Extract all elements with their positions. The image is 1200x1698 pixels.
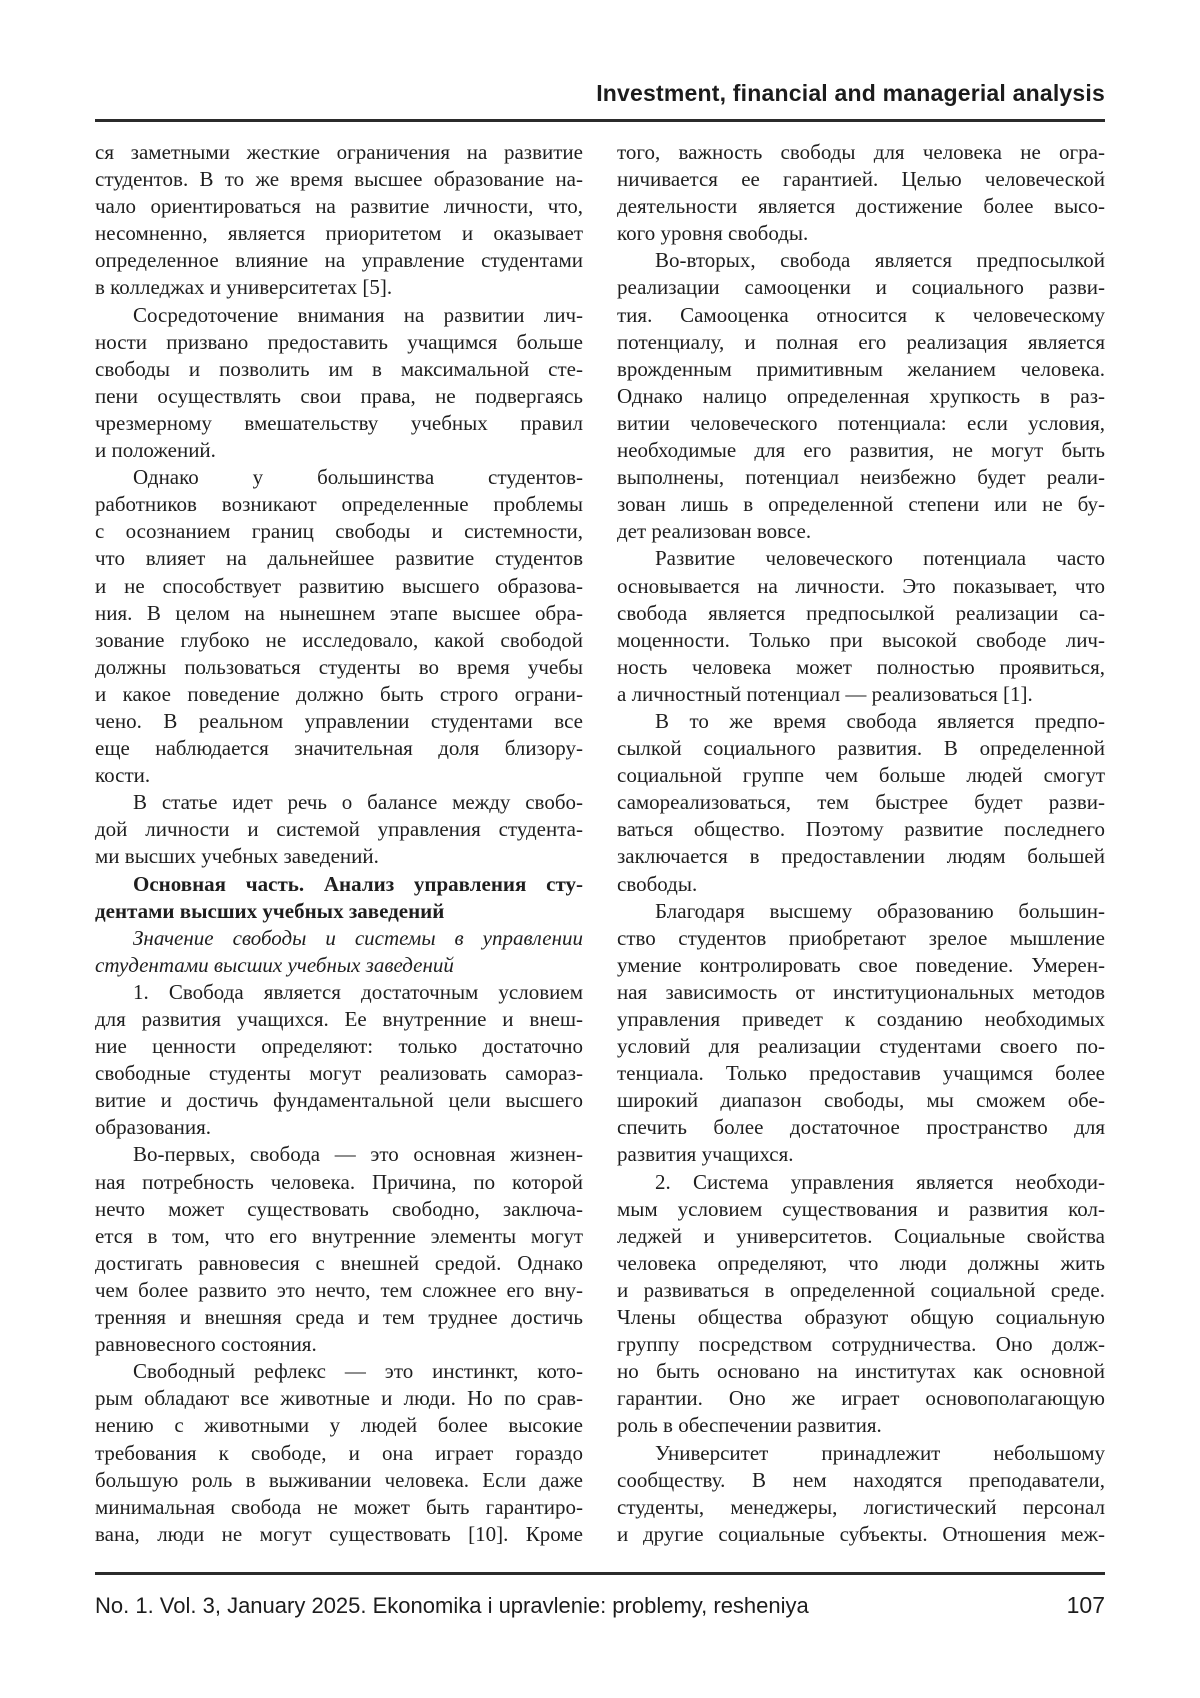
header-rule <box>95 119 1105 122</box>
text-line: 2. Система управления является необходи- <box>655 1169 1105 1194</box>
text-line: сылкой социального развития. В определенной <box>617 736 1105 761</box>
footer <box>95 1592 1105 1619</box>
text-line: Члены общества образуют общую социальную <box>617 1305 1105 1330</box>
text-line: тренняя и внешняя среда и тем труднее достичь <box>95 1305 583 1330</box>
footer-issue-line: No. 1. Vol. 3, January 2025. Ekonomika i upravlenie: problemy, resheniya <box>95 1593 809 1618</box>
text-line: необходимые для его развития, не могут быть <box>617 438 1105 463</box>
text-line: с осознанием границ свободы и системности, <box>95 519 583 544</box>
text-line: для развития учащихся. Ее внутренние и внеш- <box>95 1007 583 1031</box>
text-line: ся заметными жесткие ограничения на развитие <box>95 140 583 164</box>
text-line: в колледжах и университетах [5]. <box>95 275 393 300</box>
text-line: Сосредоточение внимания на развитии лич- <box>133 302 583 327</box>
text-line: что влияет на дальнейшее развитие студентов <box>95 546 583 571</box>
text-line: ничивается ее гарантией. Целью человеческой <box>617 167 1105 192</box>
text-line: рым обладают все животные и люди. Но по срав- <box>95 1386 583 1411</box>
text-line: деятельности является достижение более высо- <box>617 194 1105 219</box>
text-line: роль в обеспечении развития. <box>617 1413 882 1438</box>
text-line: работников возникают определенные проблемы <box>95 492 583 517</box>
text-line: свободы и позволить им в максимальной сте- <box>95 356 583 381</box>
text-line: минимальная свобода не может быть гарантиро- <box>95 1494 583 1519</box>
text-line: ние ценности определяют: только достаточно <box>95 1034 583 1059</box>
text-line: Однако налицо определенная хрупкость в раз- <box>617 383 1105 408</box>
text-line: дентами высших учебных заведений <box>95 898 445 923</box>
text-line: должны пользоваться студенты во время учебы <box>95 654 583 679</box>
text-line: ство студентов приобретают зрелое мышление <box>617 925 1105 950</box>
text-line: потенциалу, и полная его реализация является <box>617 329 1105 354</box>
text-line: Свободный рефлекс — это инстинкт, кото- <box>133 1359 583 1384</box>
text-line: Благодаря высшему образованию большин- <box>655 898 1105 923</box>
text-line: врожденным примитивным желанием человека. <box>617 356 1105 381</box>
text-line: и не способствует развитию высшего образова- <box>95 573 583 598</box>
text-line: Во-первых, свобода — это основная жизнен- <box>133 1142 583 1167</box>
text-line: основывается на личности. Это показывает, что <box>617 573 1105 598</box>
text-line: Во-вторых, свобода является предпосылкой <box>655 248 1105 273</box>
text-line: тенциала. Только предоставив учащимся более <box>617 1061 1105 1086</box>
text-line: образования. <box>95 1115 212 1140</box>
page-number: 107 <box>1066 1592 1105 1618</box>
text-line: социальной группе чем больше людей смогут <box>617 763 1105 788</box>
text-line: гарантии. Оно же играет основополагающую <box>617 1386 1105 1411</box>
text-line: витии человеческого потенциала: если условия, <box>617 410 1105 435</box>
text-line: а личностный потенциал — реализоваться [1]. <box>617 681 1033 706</box>
running-head: Investment, financial and managerial analysis <box>596 80 1105 106</box>
text-line: выполнены, потенциал неизбежно будет реали- <box>617 465 1105 490</box>
article-body <box>95 139 1105 1548</box>
text-line: человека определяют, что люди должны жить <box>617 1250 1105 1275</box>
text-line: ния. В целом на нынешнем этапе высшее обра- <box>95 600 583 625</box>
text-line: мым условием существования и развития кол- <box>617 1196 1105 1221</box>
footer-rule <box>95 1572 1105 1575</box>
text-line: чем более развито это нечто, тем сложнее его вну- <box>95 1277 583 1302</box>
text-line: ная зависимость от институциональных методов <box>617 979 1105 1004</box>
text-line: студентов. В то же время высшее образование на- <box>95 167 583 192</box>
text-line: сообществу. В нем находятся преподаватели, <box>617 1467 1105 1492</box>
text-line: вана, люди не могут существовать [10]. Кроме <box>95 1521 583 1546</box>
text-line: условий для реализации студентами своего по- <box>617 1034 1105 1059</box>
text-line: чрезмерному вмешательству учебных правил <box>95 410 583 435</box>
text-line: Основная часть. Анализ управления сту- <box>133 871 583 896</box>
text-line: ность человека может полностью проявиться, <box>617 654 1105 679</box>
text-line: умение контролировать свое поведение. Умерен- <box>617 952 1105 977</box>
text-line: свобода является предпосылкой реализации са- <box>617 600 1105 625</box>
text-line: реализации самооценки и социального разви- <box>617 275 1105 300</box>
text-line: Однако у большинства студентов- <box>133 465 583 490</box>
text-line: чало ориентироваться на развитие личности, что, <box>95 194 583 219</box>
text-line: ваться общество. Поэтому развитие последнего <box>617 817 1105 842</box>
text-line: студентами высших учебных заведений <box>95 952 454 977</box>
text-line: Университет принадлежит небольшому <box>655 1440 1105 1465</box>
text-line: Значение свободы и системы в управлении <box>133 925 583 950</box>
text-line: спечить более достаточное пространство для <box>617 1115 1105 1140</box>
text-line: дет реализован вовсе. <box>617 519 812 544</box>
text-line: чено. В реальном управлении студентами все <box>95 708 583 733</box>
text-line: широкий диапазон свободы, мы сможем обе- <box>617 1088 1105 1113</box>
text-line: управления приведет к созданию необходимых <box>617 1007 1105 1031</box>
left-column <box>95 139 583 1548</box>
text-line: свободы. <box>617 871 698 896</box>
text-line: тия. Самооценка относится к человеческому <box>617 302 1105 327</box>
text-line: нечто может существовать свободно, заключа- <box>95 1196 583 1221</box>
text-line: равновесного состояния. <box>95 1332 317 1357</box>
text-line: ми высших учебных заведений. <box>95 844 379 869</box>
text-line: и развиваться в определенной социальной среде. <box>617 1277 1105 1302</box>
text-line: В то же время свобода является предпо- <box>655 708 1105 733</box>
text-line: 1. Свобода является достаточным условием <box>133 979 583 1004</box>
right-column <box>617 139 1105 1548</box>
text-line: и положений. <box>95 438 216 463</box>
text-line: того, важность свободы для человека не огра- <box>617 140 1105 164</box>
text-line: кости. <box>95 763 151 788</box>
text-line: определенное влияние на управление студентами <box>95 248 583 273</box>
text-line: витие и достичь фундаментальной цели высшего <box>95 1088 583 1113</box>
text-line: развития учащихся. <box>617 1142 794 1167</box>
text-line: требования к свободе, и она играет гораздо <box>95 1440 583 1465</box>
text-line: ется в том, что его внутренние элементы могут <box>95 1223 583 1248</box>
text-line: несомненно, является приоритетом и оказывает <box>95 221 583 246</box>
text-line: но быть основано на институтах как основной <box>617 1359 1105 1384</box>
text-line: самореализоваться, тем быстрее будет разви- <box>617 790 1105 815</box>
text-line: дой личности и системой управления студента- <box>95 817 583 842</box>
text-line: зование глубоко не исследовало, какой свободой <box>95 627 583 652</box>
text-line: и какое поведение должно быть строго ограни- <box>95 681 583 706</box>
text-line: группу посредством сотрудничества. Оно долж- <box>617 1332 1105 1357</box>
text-line: заключается в предоставлении людям большей <box>617 844 1105 869</box>
text-line: студенты, менеджеры, логистический персонал <box>617 1494 1105 1519</box>
text-line: ности призвано предоставить учащимся больше <box>95 329 583 354</box>
text-line: и другие социальные субъекты. Отношения меж- <box>617 1521 1105 1546</box>
text-line: моценности. Только при высокой свободе лич- <box>617 627 1105 652</box>
text-line: зован лишь в определенной степени или не бу- <box>617 492 1105 517</box>
text-line: большую роль в выживании человека. Если даже <box>95 1467 583 1492</box>
text-line: свободные студенты могут реализовать самораз- <box>95 1061 583 1086</box>
text-line: пени осуществлять свои права, не подвергаясь <box>95 383 583 408</box>
text-line: В статье идет речь о балансе между свобо- <box>133 790 583 815</box>
text-line: нению с животными у людей более высокие <box>95 1413 583 1438</box>
text-line: достигать равновесия с внешней средой. Однако <box>95 1250 583 1275</box>
text-line: ная потребность человека. Причина, по которой <box>95 1169 583 1194</box>
text-line: кого уровня свободы. <box>617 221 809 246</box>
text-line: леджей и университетов. Социальные свойства <box>617 1223 1105 1248</box>
text-line: еще наблюдается значительная доля близору- <box>95 736 583 761</box>
text-line: Развитие человеческого потенциала часто <box>655 546 1105 571</box>
